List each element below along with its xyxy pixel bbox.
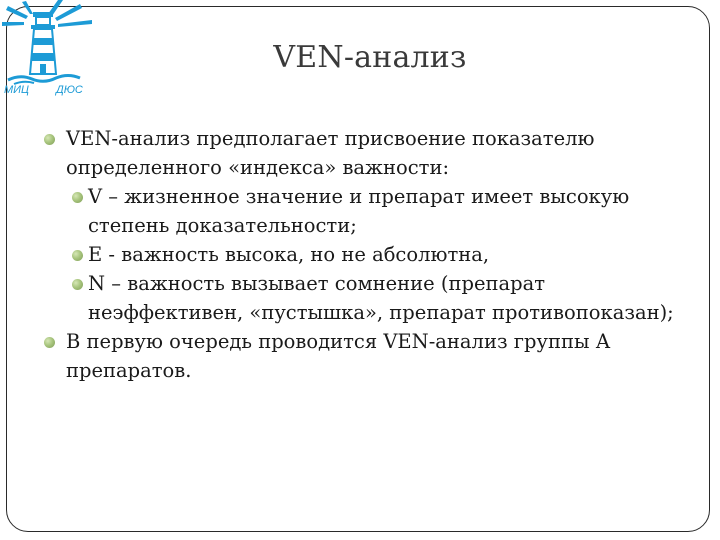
list-item [42, 269, 682, 327]
list-item [42, 124, 682, 182]
bullet-icon [44, 337, 55, 348]
logo-text-right: ДЮС [56, 84, 83, 96]
list-item [42, 240, 682, 269]
bullet-icon [72, 250, 83, 261]
list-item-text: В первую очередь проводится VEN-анализ группы А препаратов. [66, 330, 611, 382]
bullet-icon [72, 192, 83, 203]
bullet-icon [44, 134, 55, 145]
slide-title: VEN-анализ [273, 40, 467, 75]
list-item [42, 182, 682, 240]
list-item-text: V – жизненное значение и препарат имеет высокую степень доказательности; [88, 185, 630, 237]
list-item [42, 327, 682, 385]
list-item-text: VEN-анализ предполагает присвоение показателю определенного «индекса» важности: [66, 127, 595, 179]
bullet-icon [72, 279, 83, 290]
list-item-text: E - важность высока, но не абсолютна, [88, 243, 490, 266]
list-item-text: N – важность вызывает сомнение (препарат неэффективен, «пустышка», препарат противопоказан); [88, 272, 674, 324]
lighthouse-icon [0, 0, 100, 100]
bullet-list [42, 124, 682, 385]
logo-text-left: МИЦ [4, 84, 30, 96]
